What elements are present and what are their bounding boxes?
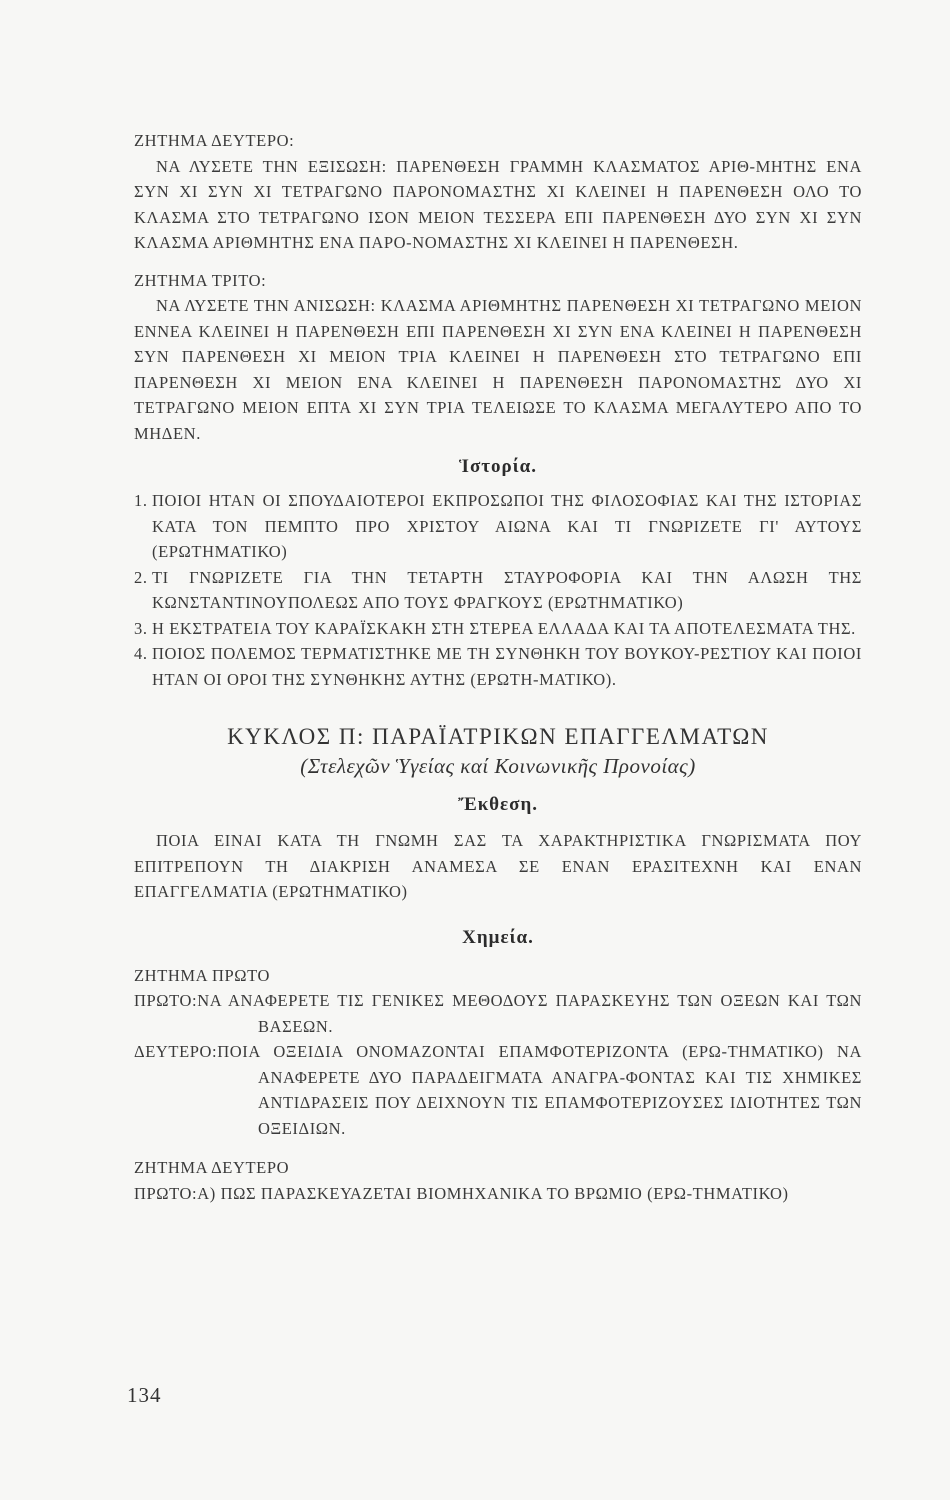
item-number: 4. xyxy=(134,644,148,663)
chemistry-question-2-heading: ΖΗΤΗΜΑ ΔΕΥΤΕΡΟ xyxy=(134,1158,290,1177)
cycle-title: ΚΥΚΛΟΣ Π: ΠΑΡΑΪΑΤΡΙΚΩΝ ΕΠΑΓΓΕΛΜΑΤΩΝ xyxy=(227,724,769,749)
history-section-title: Ἱστορία. xyxy=(459,456,537,477)
item-text: ΤΙ ΓΝΩΡΙΖΕΤΕ ΓΙΑ ΤΗΝ ΤΕΤΑΡΤΗ ΣΤΑΥΡΟΦΟΡΙΑ ΚΑΙ ΤΗΝ ΑΛΩΣΗ ΤΗΣ ΚΩΝΣΤΑΝΤΙΝΟΥΠΟΛΕΩΣ ΑΠΟ ΤΟΥΣ ΦΡΑΓΚΟΥΣ (ΕΡΩΤΗΜΑΤΙΚΟ) xyxy=(152,567,862,612)
item-text: Η ΕΚΣΤΡΑΤΕΙΑ ΤΟΥ ΚΑΡΑΪΣΚΑΚΗ ΣΤΗ ΣΤΕΡΕΑ ΕΛΛΑΔΑ ΚΑΙ ΤΑ ΑΠΟΤΕΛΕΣΜΑΤΑ ΤΗΣ. xyxy=(152,618,856,638)
subquestion-label: ΠΡΩΤΟ: xyxy=(134,1183,198,1203)
chemistry-section-title: Χημεία. xyxy=(462,926,534,948)
item-text: ΠΟΙΟΙ ΗΤΑΝ ΟΙ ΣΠΟΥΔΑΙΟΤΕΡΟΙ ΕΚΠΡΟΣΩΠΟΙ ΤΗΣ ΦΙΛΟΣΟΦΙΑΣ ΚΑΙ ΤΗΣ ΙΣΤΟΡΙΑΣ ΚΑΤΑ ΤΟΝ ΠΕΜΠΤΟ ΠΡΟ ΧΡΙΣΤΟΥ ΑΙΩΝΑ ΚΑΙ ΤΙ ΓΝΩΡΙΖΕΤΕ ΓΙ' ΑΥΤΟΥΣ (ΕΡΩΤΗΜΑΤΙΚΟ) xyxy=(152,491,862,561)
page-number: 134 xyxy=(127,1383,162,1407)
cycle-subtitle: (Στελεχῶν Ὑγείας καί Κοινωνικῆς Προνοίας) xyxy=(300,754,696,778)
essay-question-text: ΠΟΙΑ ΕΙΝΑΙ ΚΑΤΑ ΤΗ ΓΝΩΜΗ ΣΑΣ ΤΑ ΧΑΡΑΚΤΗΡΙΣΤΙΚΑ ΓΝΩΡΙΣΜΑΤΑ ΠΟΥ ΕΠΙΤΡΕΠΟΥΝ ΤΗ ΔΙΑΚΡΙΣΗ ΑΝΑΜΕΣΑ ΣΕ ΕΝΑΝ ΕΡΑΣΙΤΕΧΝΗ ΚΑΙ ΕΝΑΝ ΕΠΑΓΓΕΛΜΑΤΙΑ (ΕΡΩΤΗΜΑΤΙΚΟ) xyxy=(134,831,862,901)
chemistry-question-1b xyxy=(134,1039,862,1141)
essay-section-title: Ἔκθεση. xyxy=(458,794,538,815)
list-item xyxy=(134,565,862,616)
item-number: 2. xyxy=(134,567,148,587)
math-question-2-text: ΝΑ ΛΥΣΕΤΕ ΤΗΝ ΕΞΙΣΩΣΗ: ΠΑΡΕΝΘΕΣΗ ΓΡΑΜΜΗ ΚΛΑΣΜΑΤΟΣ ΑΡΙΘ-ΜΗΤΗΣ ΕΝΑ ΣΥΝ ΧΙ ΣΥΝ ΧΙ ΤΕΤΡΑΓΩΝΟ ΠΑΡΟΝΟΜΑΣΤΗΣ ΧΙ ΚΛΕΙΝΕΙ Η ΠΑΡΕΝΘΕΣΗ ΟΛΟ ΤΟ ΚΛΑΣΜΑ ΣΤΟ ΤΕΤΡΑΓΩΝΟ ΙΣΟΝ ΜΕΙΟΝ ΤΕΣΣΕΡΑ ΕΠΙ ΠΑΡΕΝΘΕΣΗ ΔΥΟ ΣΥΝ ΧΙ ΣΥΝ ΚΛΑΣΜΑ ΑΡΙΘΜΗΤΗΣ ΕΝΑ ΠΑΡΟ-ΝΟΜΑΣΤΗΣ ΧΙ ΚΛΕΙΝΕΙ Η ΠΑΡΕΝΘΕΣΗ. xyxy=(134,156,862,252)
list-item xyxy=(134,641,862,692)
list-item xyxy=(134,616,862,642)
item-number: 1. xyxy=(134,491,148,510)
math-question-3-text: ΝΑ ΛΥΣΕΤΕ ΤΗΝ ΑΝΙΣΩΣΗ: ΚΛΑΣΜΑ ΑΡΙΘΜΗΤΗΣ ΠΑΡΕΝΘΕΣΗ ΧΙ ΤΕΤΡΑΓΩΝΟ ΜΕΙΟΝ ΕΝΝΕΑ ΚΛΕΙΝΕΙ Η ΠΑΡΕΝΘΕΣΗ ΕΠΙ ΠΑΡΕΝΘΕΣΗ ΧΙ ΣΥΝ ΕΝΑ ΚΛΕΙΝΕΙ Η ΠΑΡΕΝΘΕΣΗ ΣΥΝ ΠΑΡΕΝΘΕΣΗ ΧΙ ΜΕΙΟΝ ΤΡΙΑ ΚΛΕΙΝΕΙ Η ΠΑΡΕΝΘΕΣΗ ΣΤΟ ΤΕΤΡΑΓΩΝΟ ΕΠΙ ΠΑΡΕΝΘΕΣΗ ΧΙ ΜΕΙΟΝ ΕΝΑ ΚΛΕΙΝΕΙ Η ΠΑΡΕΝΘΕΣΗ ΠΑΡΟΝΟΜΑΣΤΗΣ ΔΥΟ ΧΙ ΤΕΤΡΑΓΩΝΟ ΜΕΙΟΝ ΕΠΤΑ ΧΙ ΣΥΝ ΤΡΙΑ ΤΕΛΕΙΩΣΕ ΤΟ ΚΛΑΣΜΑ ΜΕΓΑΛΥΤΕΡΟ ΑΠΟ ΤΟ ΜΗΔΕΝ. xyxy=(134,296,862,443)
page-content xyxy=(134,128,862,1206)
chemistry-question-1a xyxy=(134,988,862,1039)
subquestion-text: ΝΑ ΑΝΑΦΕΡΕΤΕ ΤΙΣ ΓΕΝΙΚΕΣ ΜΕΘΟΔΟΥΣ ΠΑΡΑΣΚΕΥΗΣ ΤΩΝ ΟΞΕΩΝ ΚΑΙ ΤΩΝ ΒΑΣΕΩΝ. xyxy=(197,991,862,1036)
history-question-list xyxy=(134,488,862,692)
chemistry-question-2a xyxy=(134,1181,862,1207)
list-item xyxy=(134,488,862,565)
subquestion-text: ΠΟΙΑ ΟΞΕΙΔΙΑ ΟΝΟΜΑΖΟΝΤΑΙ ΕΠΑΜΦΟΤΕΡΙΖΟΝΤΑ (ΕΡΩ-ΤΗΜΑΤΙΚΟ) ΝΑ ΑΝΑΦΕΡΕΤΕ ΔΥΟ ΠΑΡΑΔΕΙΓΜΑΤΑ ΑΝΑΓΡΑ-ΦΟΝΤΑΣ ΚΑΙ ΤΙΣ ΧΗΜΙΚΕΣ ΑΝΤΙΔΡΑΣΕΙΣ ΠΟΥ ΔΕΙΧΝΟΥΝ ΤΙΣ ΕΠΑΜΦΟΤΕΡΙΖΟΥΣΕΣ ΙΔΙΟΤΗΤΕΣ ΤΩΝ ΟΞΕΙΔΙΩΝ. xyxy=(217,1042,862,1138)
subquestion-label: ΠΡΩΤΟ: xyxy=(134,991,198,1010)
item-text: ΠΟΙΟΣ ΠΟΛΕΜΟΣ ΤΕΡΜΑΤΙΣΤΗΚΕ ΜΕ ΤΗ ΣΥΝΘΗΚΗ ΤΟΥ ΒΟΥΚΟΥ-ΡΕΣΤΙΟΥ ΚΑΙ ΠΟΙΟΙ ΗΤΑΝ ΟΙ ΟΡΟΙ ΤΗΣ ΣΥΝΘΗΚΗΣ ΑΥΤΗΣ (ΕΡΩΤΗ-ΜΑΤΙΚΟ). xyxy=(152,644,862,689)
math-question-2-heading: ΖΗΤΗΜΑ ΔΕΥΤΕΡΟ: xyxy=(134,131,295,150)
chemistry-question-1-heading: ΖΗΤΗΜΑ ΠΡΩΤΟ xyxy=(134,965,271,985)
item-number: 3. xyxy=(134,618,148,638)
math-question-3-heading: ΖΗΤΗΜΑ ΤΡΙΤΟ: xyxy=(134,270,267,290)
subquestion-text: Α) ΠΩΣ ΠΑΡΑΣΚΕΥΑΖΕΤΑΙ ΒΙΟΜΗΧΑΝΙΚΑ ΤΟ ΒΡΩΜΙΟ (ΕΡΩ-ΤΗΜΑΤΙΚΟ) xyxy=(197,1183,789,1203)
subquestion-label: ΔΕΥΤΕΡΟ: xyxy=(134,1042,218,1061)
